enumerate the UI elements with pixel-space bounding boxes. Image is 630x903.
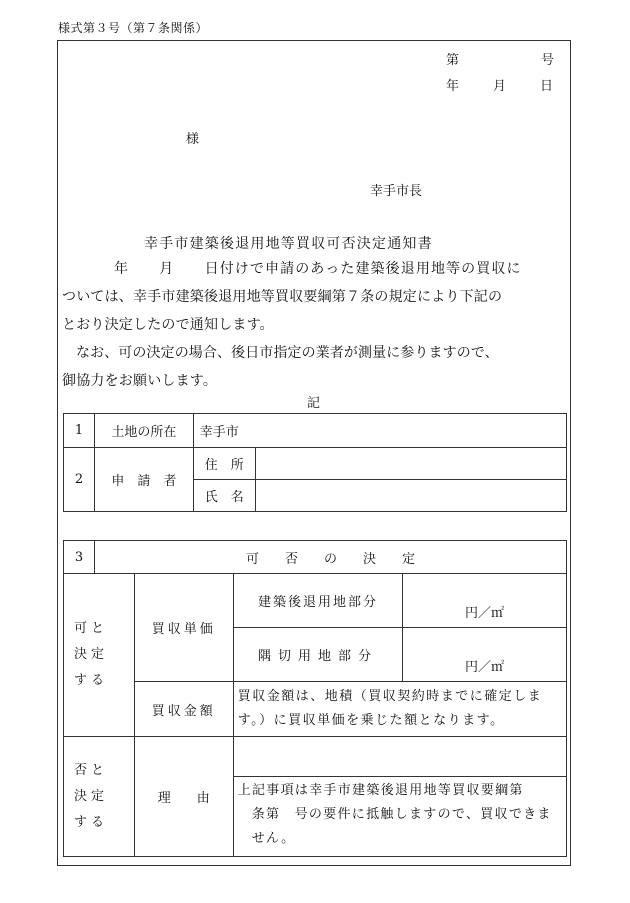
document-title: 幸手市建築後退用地等買収可否決定通知書 bbox=[144, 236, 433, 252]
row1-number: 1 bbox=[64, 414, 95, 448]
addressee-suffix: 様 bbox=[186, 132, 200, 147]
land-location-label: 土地の所在 bbox=[94, 414, 193, 448]
address-field[interactable] bbox=[255, 448, 566, 480]
reason-text-line-2: 条第 号の要件に抵触しますので、買収できません。 bbox=[251, 807, 552, 846]
amount-label: 買収金額 bbox=[134, 682, 233, 737]
name-field[interactable] bbox=[255, 480, 566, 512]
body-line-4: なお、可の決定の場合、後日市指定の業者が測量に参りますので、 bbox=[76, 345, 499, 361]
body-line-3: とおり決定したので通知します。 bbox=[62, 317, 274, 333]
applicant-table bbox=[63, 413, 567, 512]
body-line-1: 年 月 日付けで申請のあった建築後退用地等の買収に bbox=[114, 261, 522, 277]
document-frame bbox=[57, 40, 571, 866]
deny-label: 否と決定する bbox=[64, 737, 135, 857]
address-label: 住 所 bbox=[193, 448, 255, 480]
day-label: 日 bbox=[540, 79, 554, 94]
number-suffix: 号 bbox=[541, 53, 555, 68]
approve-label: 可と決定する bbox=[64, 574, 135, 737]
body-line-2: ついては、幸手市建築後退用地等買収要綱第７条の規定により下記の bbox=[62, 289, 503, 305]
ki-label: 記 bbox=[307, 396, 321, 411]
decision-table bbox=[63, 540, 567, 857]
corner-price-unit: 円／㎡ bbox=[403, 628, 567, 682]
setback-label: 建築後退用地部分 bbox=[233, 574, 403, 628]
applicant-label: 申 請 者 bbox=[94, 448, 193, 512]
reason-blank-field[interactable] bbox=[233, 737, 566, 777]
reason-text bbox=[233, 777, 566, 857]
decision-header: 可 否 の 決 定 bbox=[94, 541, 566, 574]
month-label: 月 bbox=[493, 79, 507, 94]
unit-price-label: 買収単価 bbox=[134, 574, 233, 682]
row3-number: 3 bbox=[64, 541, 95, 574]
year-label: 年 bbox=[446, 79, 460, 94]
amount-text: 買収金額は、地積（買収契約時までに確定します。）に買収単価を乗じた額となります。 bbox=[233, 682, 566, 737]
reason-label: 理 由 bbox=[134, 737, 233, 857]
form-number: 様式第３号（第７条関係） bbox=[58, 21, 209, 35]
row2-number: 2 bbox=[64, 448, 95, 512]
issuer: 幸手市長 bbox=[370, 184, 423, 199]
land-location-value: 幸手市 bbox=[193, 414, 566, 448]
corner-label: 隅切用地部分 bbox=[233, 628, 403, 682]
body-line-5: 御協力をお願いします。 bbox=[62, 373, 218, 389]
name-label: 氏 名 bbox=[193, 480, 255, 512]
setback-price-unit: 円／㎡ bbox=[403, 574, 567, 628]
reason-text-line-1: 上記事項は幸手市建築後退用地等買収要綱第 bbox=[237, 783, 524, 798]
number-label: 第 bbox=[446, 53, 460, 68]
